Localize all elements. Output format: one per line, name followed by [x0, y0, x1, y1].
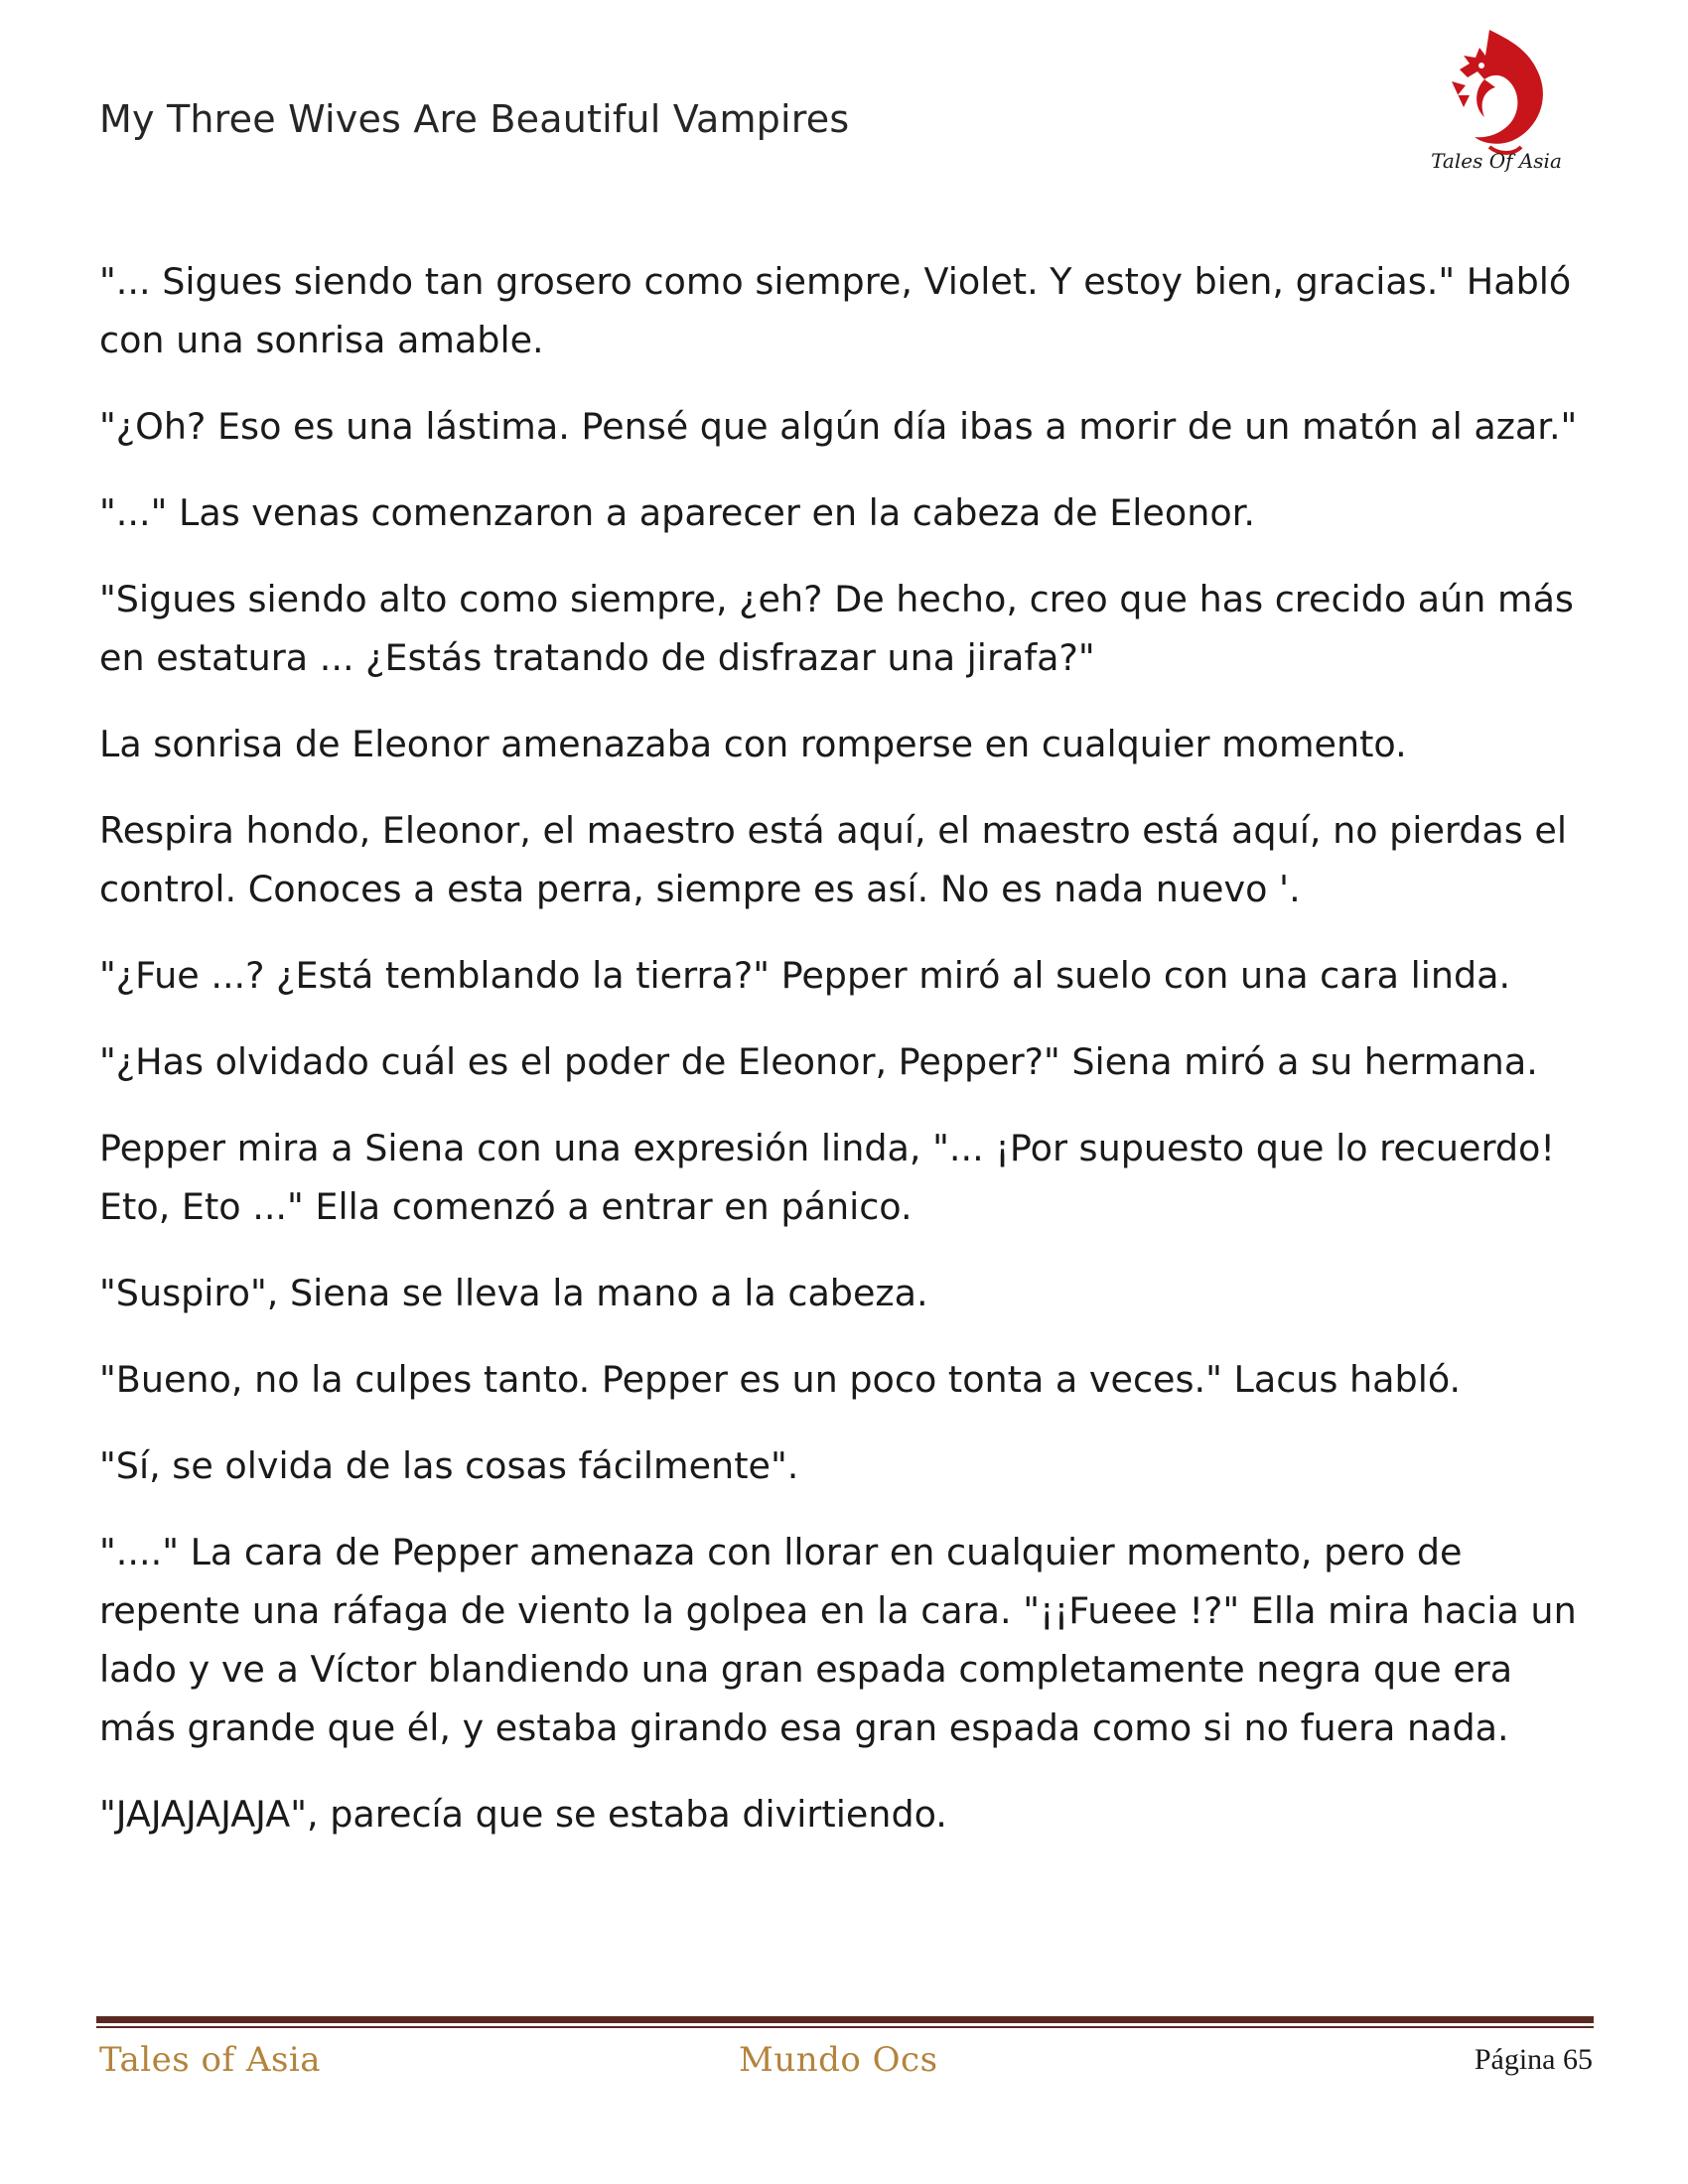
paragraph: "¿Fue ...? ¿Está temblando la tierra?" Pepper miró al suelo con una cara linda.	[99, 954, 1511, 997]
footer-section-name: Mundo Ocs	[739, 2040, 938, 2080]
header-title: My Three Wives Are Beautiful Vampires	[99, 97, 850, 141]
paragraph: "Sigues siendo alto como siempre, ¿eh? De hecho, creo que has crecido aún más en estatura ... ¿Estás tratando de disfrazar una jirafa?"	[99, 578, 1574, 679]
paragraph: La sonrisa de Eleonor amenazaba con romperse en cualquier momento.	[99, 723, 1407, 765]
paragraph: "¿Has olvidado cuál es el poder de Eleonor, Pepper?" Siena miró a su hermana.	[99, 1040, 1538, 1083]
paragraph: "... Sigues siendo tan grosero como siempre, Violet. Y estoy bien, gracias." Habló con una sonrisa amable.	[99, 260, 1572, 361]
paragraph: "JAJAJAJAJA", parecía que se estaba divirtiendo.	[99, 1793, 947, 1836]
footer-divider-thin	[96, 2026, 1594, 2028]
paragraph: Respira hondo, Eleonor, el maestro está aquí, el maestro está aquí, no pierdas el control. Conoces a esta perra, siempre es así. No es nada nuevo '.	[99, 809, 1568, 910]
paragraph: "Bueno, no la culpes tanto. Pepper es un poco tonta a veces." Lacus habló.	[99, 1358, 1462, 1401]
paragraph: "Sí, se olvida de las cosas fácilmente".	[99, 1444, 799, 1487]
footer-site-name: Tales of Asia	[99, 2040, 322, 2080]
paragraph: "Suspiro", Siena se lleva la mano a la cabeza.	[99, 1272, 928, 1314]
page-number: Página 65	[1474, 2043, 1593, 2076]
paragraph: Pepper mira a Siena con una expresión linda, "... ¡Por supuesto que lo recuerdo! Eto, Eto ..." Ella comenzó a entrar en pánico.	[99, 1127, 1555, 1228]
paragraph: "...." La cara de Pepper amenaza con llorar en cualquier momento, pero de repente una ráfaga de viento la golpea en la cara. "¡¡Fueee !?" Ella mira hacia un lado y ve a Víctor blandiendo una gran espada completamente negra que era más grande que él, y estaba girando esa gran espada como si no fuera nada.	[99, 1531, 1577, 1749]
body-text	[99, 252, 1589, 1871]
paragraph: "¿Oh? Eso es una lástima. Pensé que algún día ibas a morir de un matón al azar."	[99, 405, 1578, 448]
logo-text: Tales Of Asia	[1431, 149, 1562, 173]
paragraph: "..." Las venas comenzaron a aparecer en la cabeza de Eleonor.	[99, 491, 1255, 534]
footer-divider	[96, 2016, 1594, 2023]
